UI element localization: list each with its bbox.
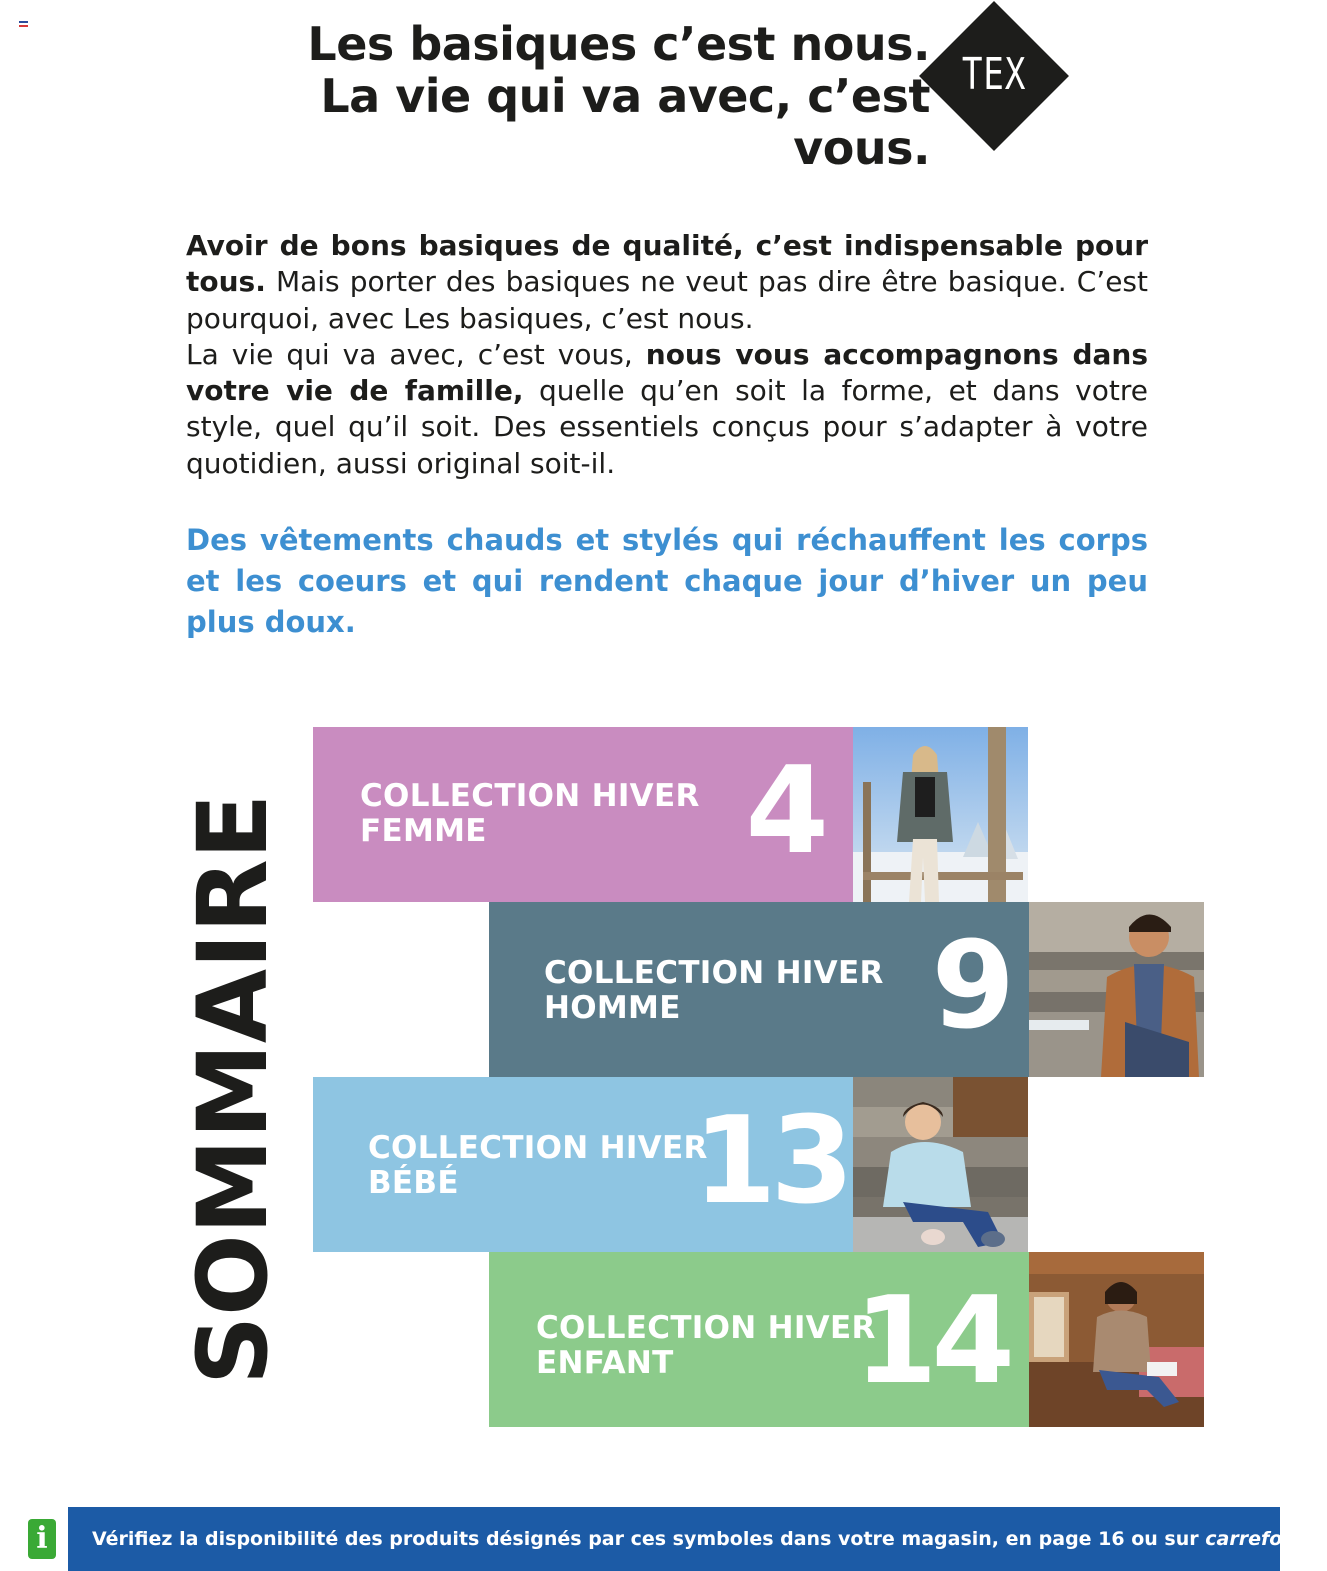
woman-winter-photo — [853, 727, 1028, 902]
intro-text-2: La vie qui va avec, c’est vous, — [186, 337, 646, 371]
headline — [200, 18, 930, 174]
sommaire-item-bebe[interactable] — [313, 1077, 853, 1252]
label-line-2: BÉBÉ — [368, 1165, 459, 1201]
intro-bold-1: Avoir de bons basiques de qualité, c’est indispensable pour tous. — [186, 229, 1148, 299]
label-line-1: COLLECTION HIVER — [544, 955, 884, 991]
tagline: Des vêtements chauds et stylés qui réchauffent les corps et les coeurs et qui rendent chaque jour d’hiver un peu plus doux. — [186, 523, 1148, 639]
flag-icon — [19, 21, 28, 27]
sommaire-item-label — [536, 1311, 876, 1381]
sommaire-item-femme[interactable] — [313, 727, 853, 902]
page-number: 9 — [931, 917, 1009, 1056]
info-box — [0, 1507, 68, 1571]
info-icon: i — [28, 1519, 56, 1559]
intro-bold-2: nous vous accompagnons dans votre vie de famille, — [186, 337, 1149, 408]
label-line-2: FEMME — [360, 813, 487, 849]
intro-paragraph — [186, 228, 1148, 482]
headline-line-2: La vie qui va avec, c’est vous. — [320, 69, 930, 175]
footer-text — [92, 1507, 1327, 1571]
sommaire-item-label — [360, 779, 700, 849]
baby-winter-photo — [853, 1077, 1028, 1252]
label-line-1: COLLECTION HIVER — [368, 1130, 708, 1166]
page-number: 14 — [854, 1272, 1009, 1411]
footer-message: Vérifiez la disponibilité des produits désignés par ces symboles dans votre magasin, en page 16 ou sur — [92, 1528, 1206, 1550]
intro-text-3: quelle qu’en soit la forme, et dans votre style, quel qu’il soit. Des essentiels conçus pour s’adapter à votre quotidien, aussi original soit-il. — [186, 374, 1148, 480]
label-line-1: COLLECTION HIVER — [360, 778, 700, 814]
sommaire-item-label — [544, 956, 884, 1026]
footer-banner — [0, 1507, 1327, 1571]
label-line-1: COLLECTION HIVER — [536, 1310, 876, 1346]
sommaire-item-homme[interactable] — [489, 902, 1029, 1077]
man-winter-photo — [1029, 902, 1204, 1077]
child-winter-photo — [1029, 1252, 1204, 1427]
carrefour-link[interactable]: carrefour.fr — [1205, 1528, 1327, 1550]
sommaire-item-label — [368, 1131, 708, 1201]
headline-line-1: Les basiques c’est nous. — [307, 17, 930, 71]
tex-logo-text: TEX — [961, 49, 1027, 100]
label-line-2: HOMME — [544, 990, 681, 1026]
page-number: 4 — [745, 742, 823, 881]
page-number: 13 — [693, 1092, 848, 1231]
tex-logo — [919, 1, 1069, 151]
intro-text-1: Mais porter des basiques ne veut pas dire être basique. C’est pourquoi, avec Les basiques, c’est nous. — [186, 265, 1148, 335]
label-line-2: ENFANT — [536, 1345, 674, 1381]
sommaire-title: SOMMAIRE — [177, 793, 289, 1385]
sommaire-item-enfant[interactable] — [489, 1252, 1029, 1427]
